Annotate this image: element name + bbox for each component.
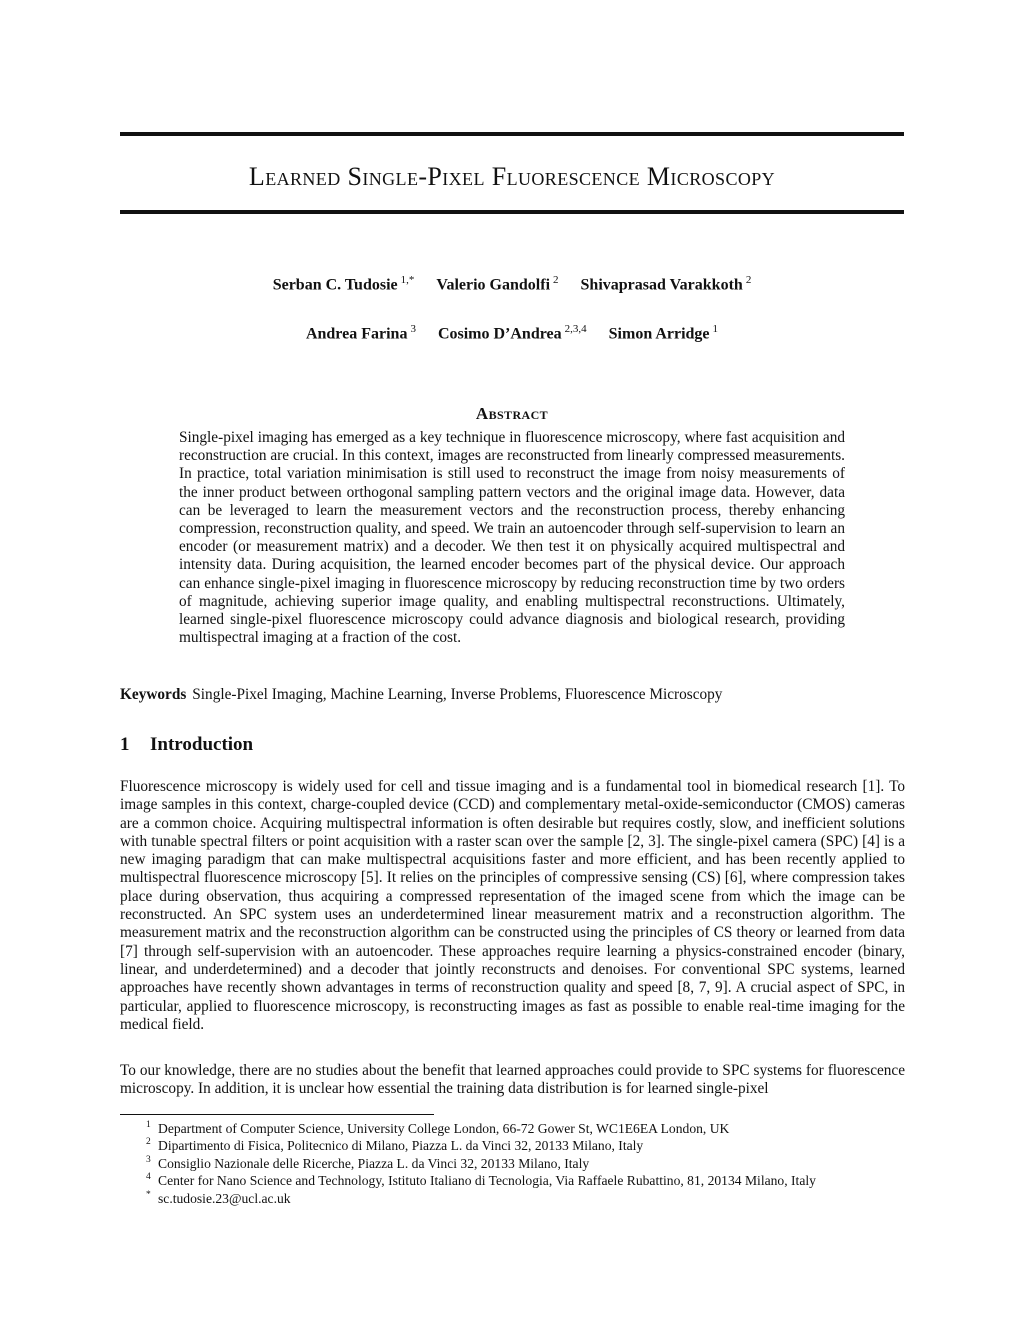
author-name: Cosimo D’Andrea bbox=[437, 325, 562, 343]
footnote-mark: 2 bbox=[146, 1137, 151, 1148]
author-name: Serban C. Tudosie bbox=[272, 276, 398, 294]
author bbox=[581, 270, 752, 295]
author-name: Andrea Farina bbox=[305, 325, 408, 343]
author bbox=[273, 270, 415, 295]
footnotes bbox=[146, 1120, 906, 1207]
footnote-text: Consiglio Nazionale delle Ricerche, Piazza L. da Vinci 32, 20133 Milano, Italy bbox=[158, 1155, 590, 1171]
introduction-paragraph: Fluorescence microscopy is widely used for cell and tissue imaging and is a fundamental tool in biomedical research [1]. To image samples in this context, charge-coupled device (CCD) and complementary metal-oxide-semiconductor (CMOS) cameras are a common choice. Acquiring multispectral information is often desirable but requires costly, slow, and inefficient solutions with tunable spectral filters or point acquisition with a raster scan over the sample [2, 3]. The single-pixel camera (SPC) [4] is a new imaging paradigm that can make multispectral acquisitions faster and more efficient, and has been recently applied to multispectral fluorescence microscopy [5]. It relies on the principles of compressive sensing (CS) [6], where compression takes place during observation, thus acquiring a compressed representation of the imaged scene from which the image can be reconstructed. An SPC system uses an underdetermined linear measurement matrix and a reconstruction algorithm. The measurement matrix and the reconstruction algorithm can be constructed using the principles of CS theory or learned from data [7] through self-supervision with an autoencoder. These approaches require learning a physics-constrained encoder (binary, linear, and underdetermined) and a decoder that jointly reconstructs and denoises. For conventional SPC systems, learned approaches have recently shown advantages in terms of reconstruction quality and speed [8, 7, 9]. A crucial aspect of SPC, in particular, applied to fluorescence microscopy, is reconstructing images as fast as possible to enable real-time imaging for the medical field. bbox=[120, 778, 905, 1033]
footnote bbox=[146, 1137, 906, 1154]
footnote-text: Center for Nano Science and Technology, Istituto Italiano di Tecnologia, Via Raffaele Rubattino, 81, 20134 Milano, Italy bbox=[158, 1173, 816, 1189]
author bbox=[436, 270, 558, 295]
corresponding-email[interactable]: sc.tudosie.23@ucl.ac.uk bbox=[158, 1190, 291, 1206]
footnote bbox=[146, 1155, 906, 1172]
footnote-email[interactable] bbox=[146, 1190, 906, 1207]
section-heading-introduction bbox=[120, 734, 253, 756]
footnote-text: Department of Computer Science, University College London, 66-72 Gower St, WC1E6EA London, UK bbox=[158, 1121, 730, 1136]
author bbox=[438, 319, 587, 344]
arxiv-identifier-stamp bbox=[0, 376, 80, 956]
author-affiliation-mark: 2 bbox=[745, 274, 752, 286]
title-top-rule bbox=[120, 132, 904, 136]
section-number: 1 bbox=[120, 734, 130, 755]
author-name: Shivaprasad Varakkoth bbox=[580, 276, 743, 294]
author bbox=[609, 319, 718, 344]
footnote-mark: 3 bbox=[146, 1154, 151, 1165]
abstract-heading: Abstract bbox=[475, 404, 549, 423]
footnote-rule bbox=[120, 1114, 434, 1115]
keywords-label: Keywords bbox=[120, 686, 187, 703]
author-row-2 bbox=[120, 319, 904, 344]
author-affiliation-mark: 3 bbox=[410, 323, 416, 335]
author-row-1 bbox=[120, 270, 904, 295]
footnote-mark: 1 bbox=[146, 1120, 151, 1130]
footnote-mark: 4 bbox=[146, 1172, 151, 1183]
author-name: Simon Arridge bbox=[608, 325, 710, 343]
introduction-paragraph: To our knowledge, there are no studies about the benefit that learned approaches could provide to SPC systems for fluorescence microscopy. In addition, it is unclear how essential the training data distribution is for learned single-pixel bbox=[120, 1062, 905, 1098]
abstract-text: Single-pixel imaging has emerged as a key technique in fluorescence microscopy, where fast acquisition and reconstruction are crucial. In this context, images are reconstructed from linearly compressed measurements. In practice, total variation minimisation is still used to reconstruct the image from noisy measurements of the inner product between orthogonal sampling pattern vectors and the original image data. However, data can be leveraged to learn the measurement vectors and the reconstruction process, thereby enhancing compression, reconstruction quality, and speed. We train an autoencoder through self-supervision to learn an encoder (or measurement matrix) and a decoder. We then test it on physically acquired multispectral and intensity data. During acquisition, the learned encoder becomes part of the physical device. Our approach can enhance single-pixel imaging in fluorescence microscopy by reducing reconstruction time by two orders of magnitude, achieving superior image quality, and enabling multispectral reconstructions. Ultimately, learned single-pixel fluorescence microscopy could advance diagnosis and biological research, providing multispectral imaging at a fraction of the cost. bbox=[179, 429, 845, 647]
footnote bbox=[146, 1172, 906, 1189]
footnote-mark: * bbox=[146, 1189, 151, 1200]
section-title: Introduction bbox=[150, 734, 254, 755]
footnote-text: Dipartimento di Fisica, Politecnico di Milano, Piazza L. da Vinci 32, 20133 Milano, Italy bbox=[158, 1138, 644, 1154]
author-affiliation-mark: 1,* bbox=[400, 274, 415, 286]
keywords-text: Single-Pixel Imaging, Machine Learning, Inverse Problems, Fluorescence Microscopy bbox=[192, 686, 723, 703]
author-affiliation-mark: 1 bbox=[712, 323, 719, 335]
paper-title: Learned Single-Pixel Fluorescence Microscopy bbox=[248, 162, 776, 191]
author bbox=[306, 319, 416, 344]
author-name: Valerio Gandolfi bbox=[436, 276, 551, 294]
title-bottom-rule bbox=[120, 210, 904, 214]
author-affiliation-mark: 2 bbox=[553, 274, 559, 286]
keywords bbox=[120, 685, 904, 704]
footnote bbox=[146, 1120, 906, 1137]
author-affiliation-mark: 2,3,4 bbox=[564, 323, 587, 335]
